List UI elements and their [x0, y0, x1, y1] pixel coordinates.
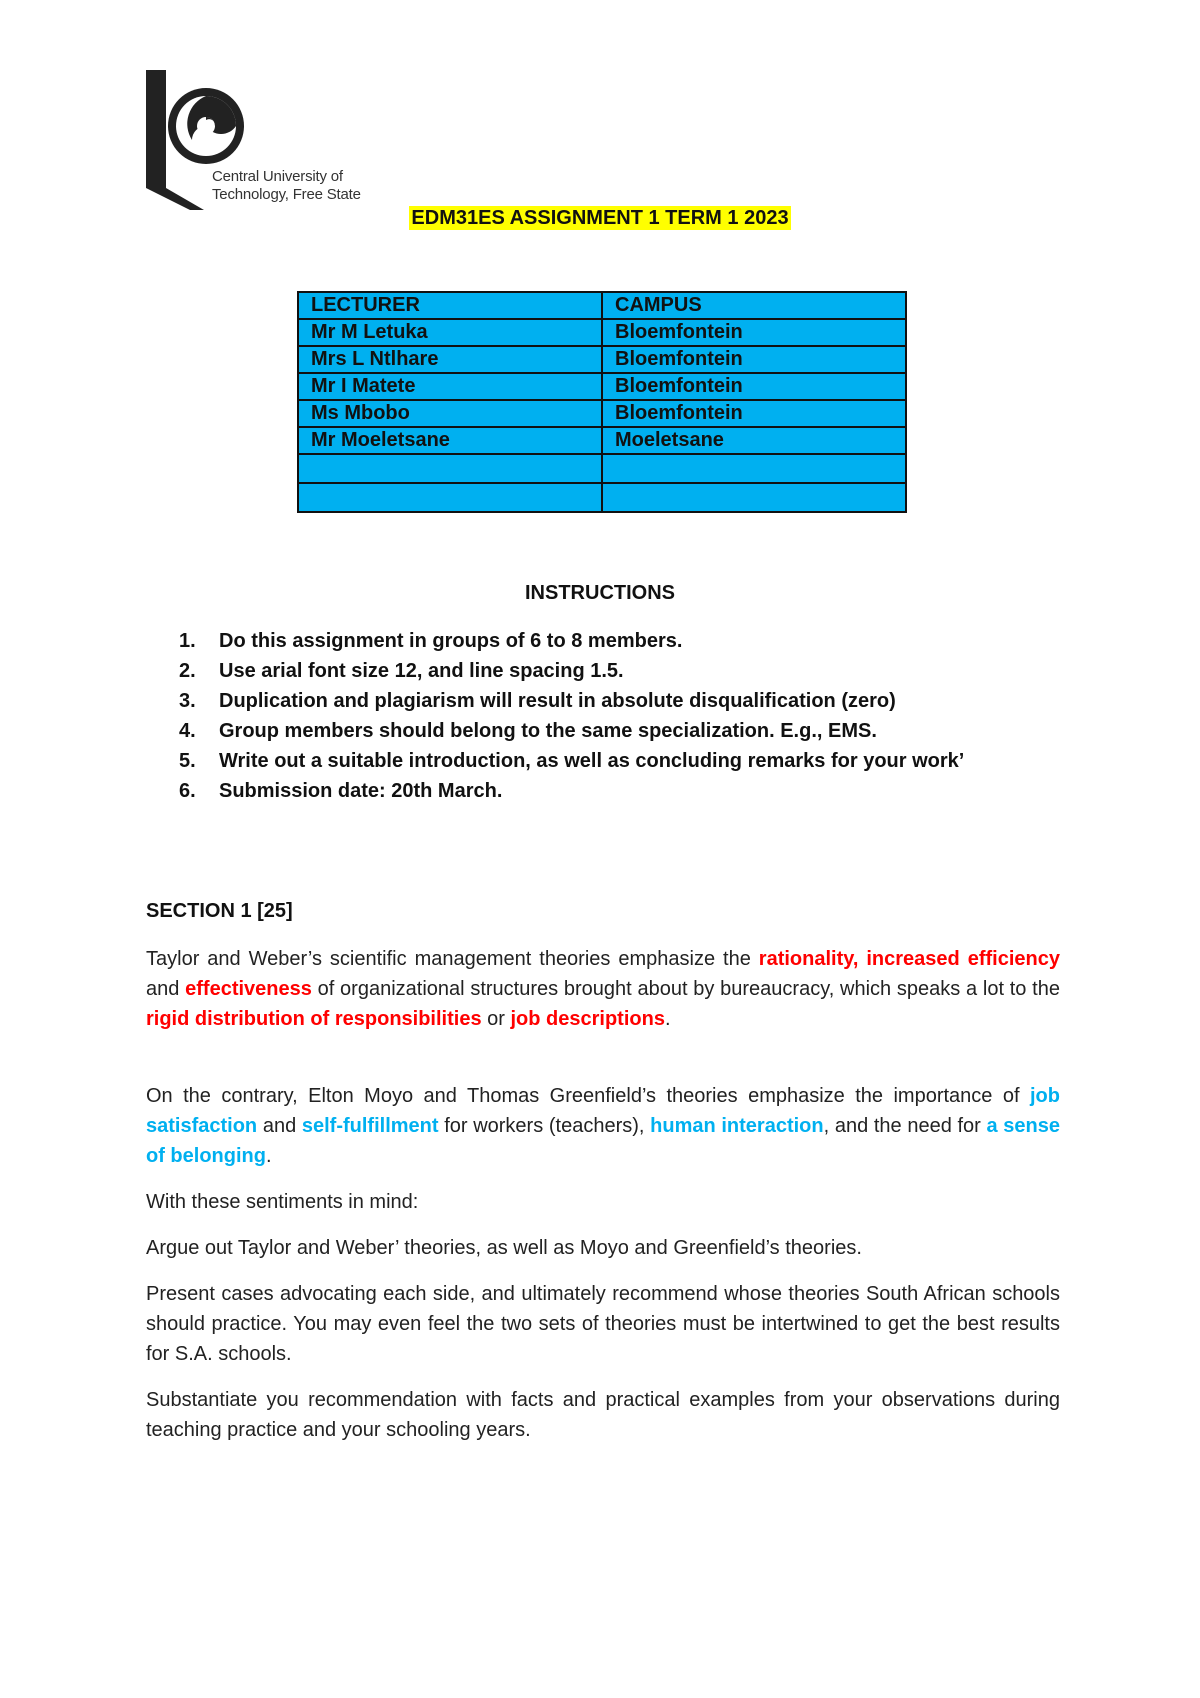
lecturer-table — [297, 291, 907, 513]
logo-line-1: Central University of — [212, 168, 343, 185]
list-number: 6. — [179, 780, 196, 802]
document-title — [0, 207, 1200, 230]
highlight-red: effectiveness — [185, 978, 312, 1000]
table-row — [298, 346, 906, 373]
lecturer-cell: Mr I Matete — [298, 373, 602, 400]
highlight-red: rationality, increased efficiency — [758, 948, 1060, 970]
section-title: SECTION 1 [25] — [146, 900, 293, 922]
list-item — [146, 716, 1066, 746]
highlight-blue: human interaction — [650, 1115, 824, 1137]
campus-cell: Moeletsane — [602, 427, 906, 454]
table-row-empty — [298, 483, 906, 512]
lecturer-cell: Mr M Letuka — [298, 319, 602, 346]
list-text: Write out a suitable introduction, as well as concluding remarks for your work’ — [219, 750, 965, 772]
list-text: Do this assignment in groups of 6 to 8 members. — [219, 630, 683, 652]
list-item — [146, 746, 1066, 776]
paragraph-taylor-weber — [146, 944, 1060, 1034]
text-run: or — [481, 1008, 511, 1030]
table-row — [298, 319, 906, 346]
campus-cell — [602, 483, 906, 512]
campus-cell — [602, 454, 906, 483]
text-run: , and the need for — [823, 1115, 987, 1137]
list-item — [146, 686, 1066, 716]
instructions-title: INSTRUCTIONS — [525, 582, 675, 604]
highlight-red: job descriptions — [510, 1008, 665, 1030]
text-run: . — [265, 1145, 272, 1167]
lecturer-cell: Mr Moeletsane — [298, 427, 602, 454]
table-row — [298, 427, 906, 454]
list-text: Duplication and plagiarism will result in absolute disqualification (zero) — [219, 690, 896, 712]
text-run: . — [664, 1008, 671, 1030]
paragraph-sentiments: With these sentiments in mind: — [146, 1191, 419, 1213]
table-row — [298, 400, 906, 427]
table-header-campus: CAMPUS — [602, 292, 906, 319]
highlight-blue: a sense of belonging — [146, 1115, 1060, 1167]
campus-cell: Bloemfontein — [602, 319, 906, 346]
highlight-blue: self-fulfillment — [301, 1115, 439, 1137]
text-run: and — [257, 1115, 302, 1137]
list-text: Use arial font size 12, and line spacing 1.5. — [219, 660, 624, 682]
list-item — [146, 776, 1066, 806]
table-header-row — [298, 292, 906, 319]
table-header-lecturer: LECTURER — [298, 292, 602, 319]
list-text: Submission date: 20th March. — [219, 780, 503, 802]
paragraph-present-cases: Present cases advocating each side, and ultimately recommend whose theories South African schools should practice. You may even feel the two sets of theories must be intertwined to get the best results for S.A. schools. — [146, 1283, 1060, 1365]
list-number: 1. — [179, 630, 196, 652]
table-row-empty — [298, 454, 906, 483]
logo-text — [212, 168, 361, 204]
text-run: for workers (teachers), — [438, 1115, 651, 1137]
list-number: 4. — [179, 720, 196, 742]
logo-line-2: Technology, Free State — [212, 186, 361, 203]
list-text: Group members should belong to the same specialization. E.g., EMS. — [219, 720, 877, 742]
campus-cell: Bloemfontein — [602, 400, 906, 427]
list-number: 2. — [179, 660, 196, 682]
text-run: and — [146, 978, 186, 1000]
document-title-text: EDM31ES ASSIGNMENT 1 TERM 1 2023 — [411, 207, 789, 229]
list-item — [146, 626, 1066, 656]
lecturer-cell — [298, 483, 602, 512]
list-number: 5. — [179, 750, 196, 772]
lecturer-cell: Ms Mbobo — [298, 400, 602, 427]
highlight-red: rigid distribution of responsibilities — [146, 1008, 482, 1030]
campus-cell: Bloemfontein — [602, 346, 906, 373]
table-row — [298, 373, 906, 400]
instructions-list — [146, 626, 1066, 806]
paragraph-substantiate: Substantiate you recommendation with facts and practical examples from your observations during teaching practice and your schooling years. — [146, 1389, 1060, 1441]
text-run: Taylor and Weber’s scientific management theories emphasize the — [146, 948, 759, 970]
paragraph-argue: Argue out Taylor and Weber’ theories, as well as Moyo and Greenfield’s theories. — [146, 1237, 862, 1259]
cut-logo — [146, 70, 376, 210]
list-number: 3. — [179, 690, 196, 712]
list-item — [146, 656, 1066, 686]
campus-cell: Bloemfontein — [602, 373, 906, 400]
text-run: On the contrary, Elton Moyo and Thomas Greenfield’s theories emphasize the importance of — [146, 1085, 1030, 1107]
paragraph-moyo-greenfield — [146, 1081, 1060, 1171]
lecturer-cell — [298, 454, 602, 483]
highlight-blue: job satisfaction — [146, 1085, 1060, 1137]
text-run: of organizational structures brought about by bureaucracy, which speaks a lot to the — [311, 978, 1060, 1000]
lecturer-cell: Mrs L Ntlhare — [298, 346, 602, 373]
